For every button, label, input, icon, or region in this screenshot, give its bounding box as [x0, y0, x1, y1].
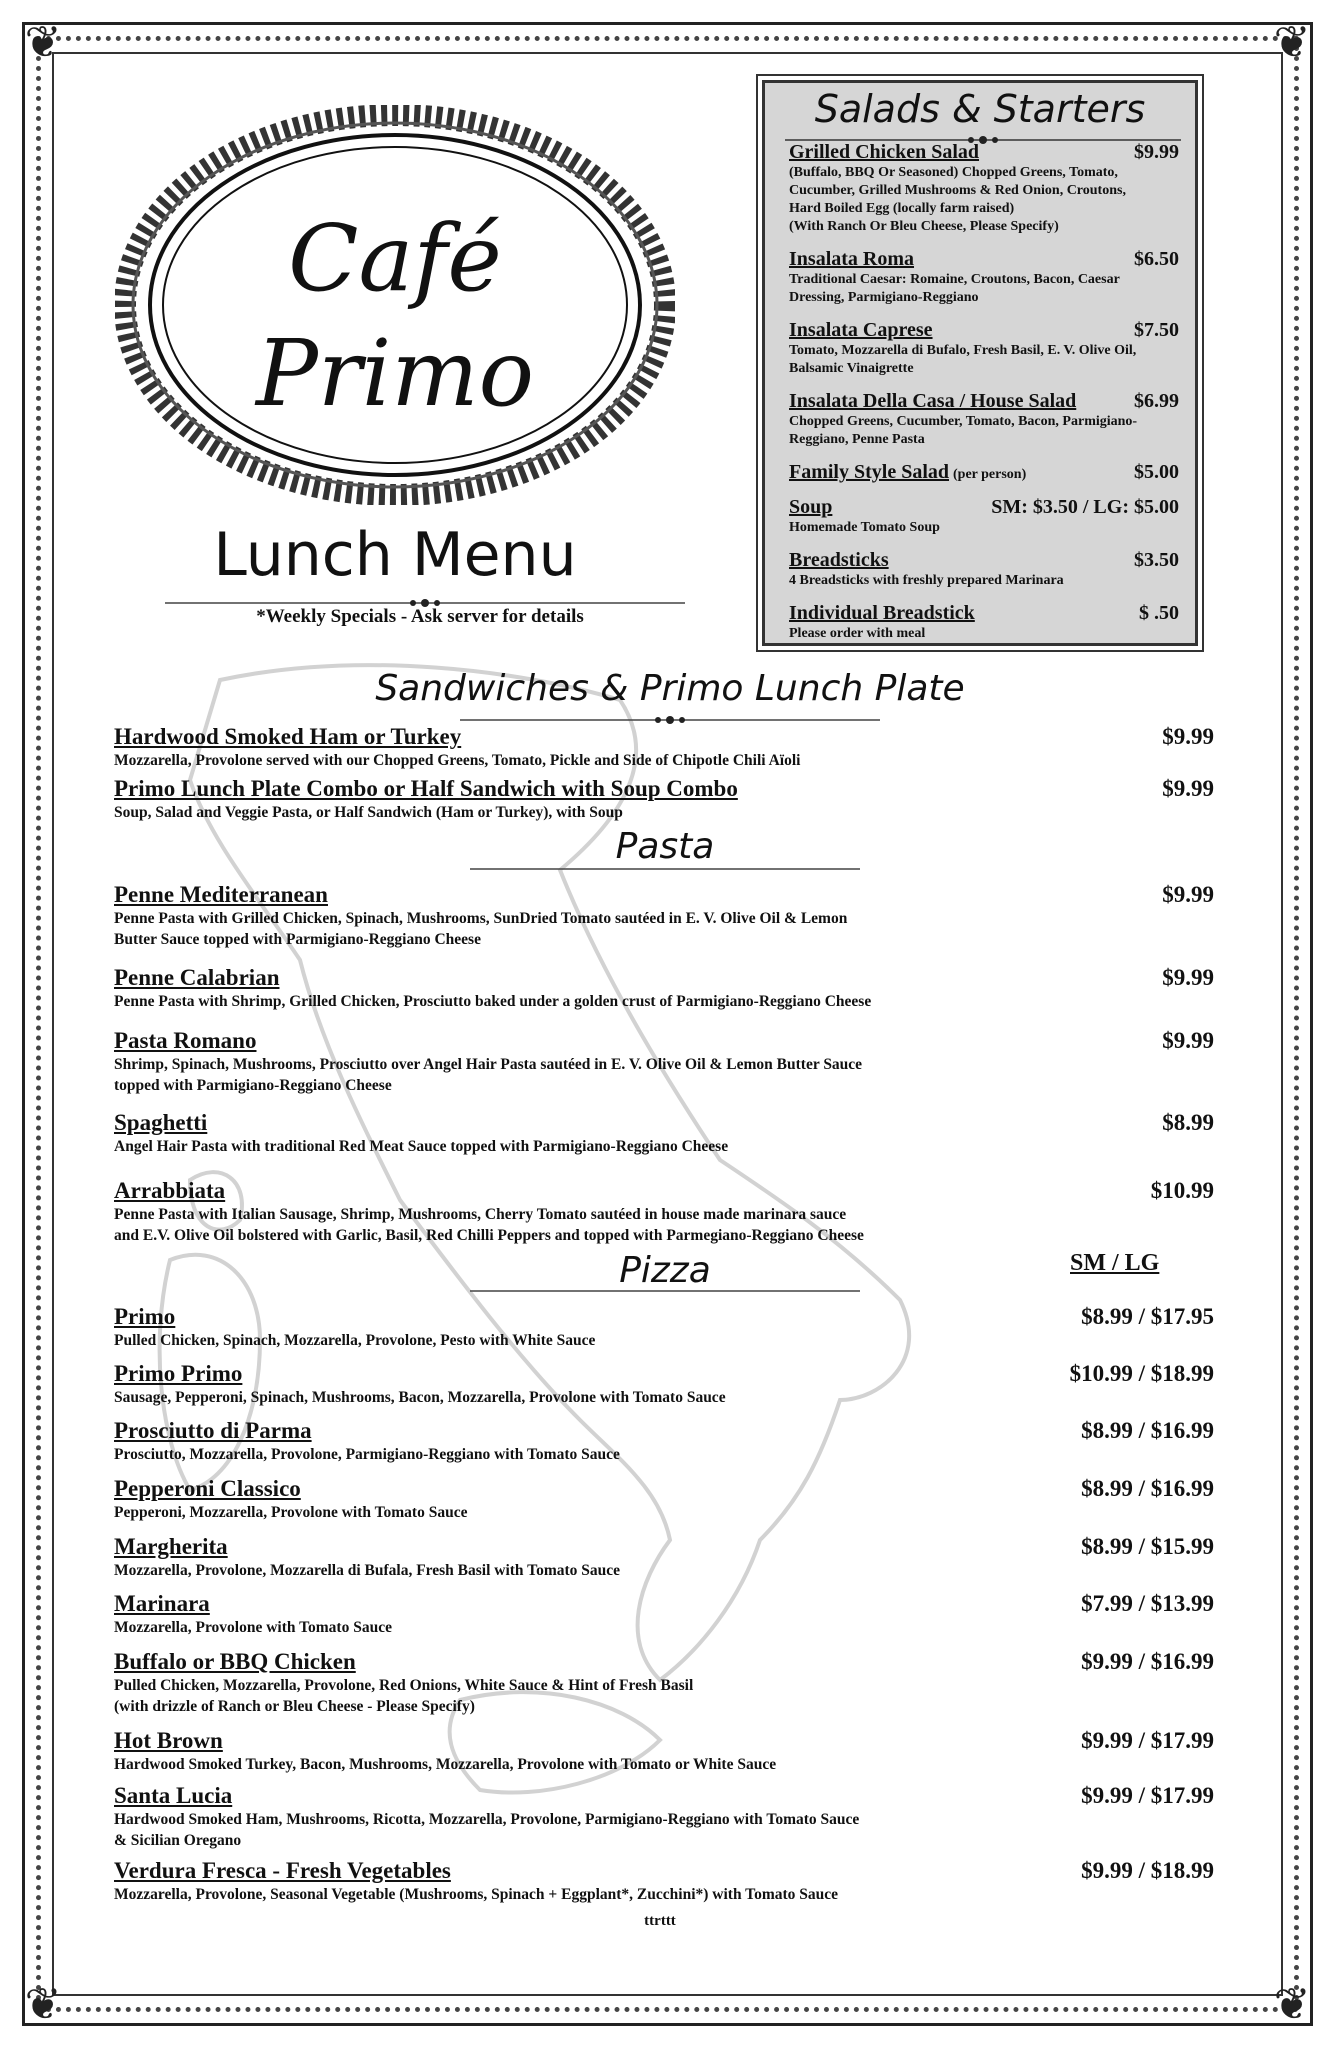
item-description: Shrimp, Spinach, Mushrooms, Prosciutto over Angel Hair Pasta sautéed in E. V. Olive Oil & Lemon Butter Sauce: [114, 1056, 863, 1073]
item-price: $9.99: [1162, 724, 1214, 749]
menu-item: [789, 141, 1189, 236]
item-name: Primo Lunch Plate Combo or Half Sandwich with Soup Combo: [114, 776, 738, 801]
item-price: $5.00: [1134, 461, 1179, 483]
item-description: Pepperoni, Mozzarella, Provolone with Tomato Sauce: [114, 1504, 468, 1521]
item-name: Hot Brown: [114, 1728, 223, 1753]
menu-item: [114, 1476, 1214, 1523]
item-name: Arrabbiata: [114, 1178, 226, 1203]
menu-item: [114, 1361, 1214, 1408]
menu-item: [114, 1649, 1214, 1717]
menu-item: [789, 549, 1189, 590]
item-price: $8.99 / $17.95: [1081, 1304, 1214, 1329]
menu-item: [114, 776, 1214, 823]
item-price: $8.99: [1162, 1110, 1214, 1135]
item-name: Primo: [114, 1304, 176, 1329]
item-description: Balsamic Vinaigrette: [789, 361, 914, 376]
item-name: Pepperoni Classico: [114, 1476, 301, 1501]
item-description: Tomato, Mozzarella di Bufalo, Fresh Basil, E. V. Olive Oil,: [789, 343, 1137, 358]
item-description: Sausage, Pepperoni, Spinach, Mushrooms, Bacon, Mozzarella, Provolone with Tomato Sauce: [114, 1389, 726, 1406]
menu-item: [789, 461, 1189, 484]
item-price: $9.99: [1162, 965, 1214, 990]
menu-item: [114, 1028, 1214, 1096]
item-description: Homemade Tomato Soup: [789, 520, 940, 535]
item-description: Angel Hair Pasta with traditional Red Meat Sauce topped with Parmigiano-Reggiano Cheese: [114, 1138, 729, 1155]
item-description: Mozzarella, Provolone with Tomato Sauce: [114, 1619, 392, 1636]
ornament-corner-icon: ❦: [1273, 1980, 1311, 2029]
item-description: Soup, Salad and Veggie Pasta, or Half Sandwich (Ham or Turkey), with Soup: [114, 804, 623, 821]
menu-item: [114, 1110, 1214, 1157]
item-price: $8.99 / $16.99: [1081, 1418, 1214, 1443]
item-description: Prosciutto, Mozzarella, Provolone, Parmigiano-Reggiano with Tomato Sauce: [114, 1446, 620, 1463]
item-name-suffix: (per person): [953, 467, 1027, 482]
item-description: 4 Breadsticks with freshly prepared Marinara: [789, 573, 1064, 588]
item-price: $9.99: [1162, 882, 1214, 907]
sandwiches-section-title: Sandwiches & Primo Lunch Plate: [375, 668, 965, 709]
item-price: $7.99 / $13.99: [1081, 1591, 1214, 1616]
menu-item: [114, 1304, 1214, 1351]
item-description: Hardwood Smoked Ham, Mushrooms, Ricotta, Mozzarella, Provolone, Parmigiano-Reggiano with Tomato Sauce: [114, 1811, 860, 1828]
item-name: Prosciutto di Parma: [114, 1418, 312, 1443]
item-name: Hardwood Smoked Ham or Turkey: [114, 724, 462, 749]
menu-item: [114, 1858, 1214, 1905]
item-name: Family Style Salad: [789, 461, 950, 483]
item-description: Mozzarella, Provolone, Seasonal Vegetable (Mushrooms, Spinach + Eggplant*, Zucchini*) with Tomato Sauce: [114, 1886, 839, 1903]
menu-item: [789, 319, 1189, 378]
menu-item: [789, 248, 1189, 307]
item-name: Verdura Fresca - Fresh Vegetables: [114, 1858, 451, 1883]
item-name: Insalata Roma: [789, 248, 915, 270]
item-description: Mozzarella, Provolone served with our Chopped Greens, Tomato, Pickle and Side of Chipotle Chili Aïoli: [114, 752, 801, 769]
menu-item: [114, 1591, 1214, 1638]
item-price: $6.99: [1134, 390, 1179, 412]
item-price: $9.99: [1162, 1028, 1214, 1053]
item-price: $9.99 / $18.99: [1081, 1858, 1214, 1883]
menu-item: [114, 724, 1214, 771]
item-price: $9.99: [1134, 141, 1179, 163]
item-name: Individual Breadstick: [789, 602, 975, 624]
item-description: Pulled Chicken, Spinach, Mozzarella, Provolone, Pesto with White Sauce: [114, 1332, 596, 1349]
logo-word-primo: Primo: [256, 320, 534, 427]
logo-word-cafe: Café: [288, 205, 502, 312]
divider-line: [470, 1284, 860, 1298]
pasta-section-title: Pasta: [615, 826, 715, 867]
item-description: Traditional Caesar: Romaine, Croutons, Bacon, Caesar: [789, 272, 1120, 287]
item-price: $8.99 / $15.99: [1081, 1534, 1214, 1559]
item-price: $9.99: [1162, 776, 1214, 801]
item-description: Pulled Chicken, Mozzarella, Provolone, Red Onions, White Sauce & Hint of Fresh Basil: [114, 1677, 694, 1694]
item-description: Reggiano, Penne Pasta: [789, 432, 925, 447]
item-description: Penne Pasta with Shrimp, Grilled Chicken, Prosciutto baked under a golden crust of Parmigiano-Reggiano Cheese: [114, 993, 872, 1010]
item-description: Please order with meal: [789, 626, 926, 641]
item-description: Hardwood Smoked Turkey, Bacon, Mushrooms, Mozzarella, Provolone with Tomato or White Sauce: [114, 1756, 777, 1773]
item-price: $8.99 / $16.99: [1081, 1476, 1214, 1501]
salads-section-title: Salads & Starters: [814, 87, 1146, 131]
divider-line: [470, 862, 860, 876]
item-name: Primo Primo: [114, 1361, 243, 1386]
item-description: Butter Sauce topped with Parmigiano-Reggiano Cheese: [114, 931, 481, 948]
item-name: Penne Calabrian: [114, 965, 280, 990]
ornament-corner-icon: ❦: [24, 1980, 62, 2029]
ornament-corner-icon: ❦: [1273, 18, 1311, 67]
item-name: Pasta Romano: [114, 1028, 257, 1053]
item-name: Marinara: [114, 1591, 210, 1616]
footer-note: ttrttt: [644, 1913, 676, 1929]
item-price: $9.99 / $17.99: [1081, 1728, 1214, 1753]
menu-item: [789, 496, 1189, 537]
item-name: Buffalo or BBQ Chicken: [114, 1649, 356, 1674]
item-name: Insalata Caprese: [789, 319, 933, 341]
ornament-corner-icon: ❦: [24, 18, 62, 67]
pizza-section-title: Pizza: [619, 1250, 711, 1291]
item-price: $ .50: [1139, 602, 1179, 624]
item-description: (with drizzle of Ranch or Bleu Cheese - Please Specify): [114, 1698, 475, 1715]
item-name: Santa Lucia: [114, 1783, 233, 1808]
item-price: $10.99: [1150, 1178, 1214, 1203]
item-description: topped with Parmigiano-Reggiano Cheese: [114, 1077, 392, 1094]
lunch-menu-title: Lunch Menu: [213, 520, 577, 590]
item-name: Insalata Della Casa / House Salad: [789, 390, 1077, 412]
item-name: Margherita: [114, 1534, 228, 1559]
item-description: (Buffalo, BBQ Or Seasoned) Chopped Greens, Tomato,: [789, 165, 1118, 180]
item-description: (With Ranch Or Bleu Cheese, Please Specify): [789, 219, 1059, 234]
menu-item: [114, 1534, 1214, 1581]
cafe-primo-logo: [115, 105, 675, 505]
item-description: Penne Pasta with Italian Sausage, Shrimp, Mushrooms, Cherry Tomato sautéed in house made marinara sauce: [114, 1206, 847, 1223]
item-description: Penne Pasta with Grilled Chicken, Spinach, Mushrooms, SunDried Tomato sautéed in E. V. Olive Oil & Lemon: [114, 910, 848, 927]
item-description: and E.V. Olive Oil bolstered with Garlic, Basil, Red Chilli Peppers and topped with Parmegiano-Reggiano Cheese: [114, 1227, 864, 1244]
item-name: Penne Mediterranean: [114, 882, 328, 907]
menu-item: [114, 1418, 1214, 1465]
item-name: Soup: [789, 496, 833, 518]
menu-item: [789, 390, 1189, 449]
item-description: Hard Boiled Egg (locally farm raised): [789, 201, 1015, 216]
pizza-size-header: SM / LG: [1070, 1250, 1160, 1276]
menu-item: [114, 965, 1214, 1012]
item-price: $9.99 / $16.99: [1081, 1649, 1214, 1674]
item-description: Cucumber, Grilled Mushrooms & Red Onion, Croutons,: [789, 183, 1126, 198]
item-description: Chopped Greens, Cucumber, Tomato, Bacon, Parmigiano-: [789, 414, 1138, 429]
salads-starters-box: [762, 80, 1198, 646]
menu-item: [114, 1178, 1214, 1246]
item-price: SM: $3.50 / LG: $5.00: [991, 496, 1179, 518]
item-price: $7.50: [1134, 319, 1179, 341]
item-price: $3.50: [1134, 549, 1179, 571]
weekly-specials-note: *Weekly Specials - Ask server for details: [256, 606, 584, 627]
item-name: Grilled Chicken Salad: [789, 141, 980, 163]
item-name: Breadsticks: [789, 549, 889, 571]
item-price: $10.99 / $18.99: [1069, 1361, 1214, 1386]
menu-item: [114, 1783, 1214, 1851]
item-price: $9.99 / $17.99: [1081, 1783, 1214, 1808]
item-name: Spaghetti: [114, 1110, 208, 1135]
item-description: & Sicilian Oregano: [114, 1832, 242, 1849]
menu-item: [114, 1728, 1214, 1775]
item-price: $6.50: [1134, 248, 1179, 270]
menu-item: [114, 882, 1214, 950]
item-description: Dressing, Parmigiano-Reggiano: [789, 290, 979, 305]
menu-item: [789, 602, 1189, 643]
item-description: Mozzarella, Provolone, Mozzarella di Bufala, Fresh Basil with Tomato Sauce: [114, 1562, 621, 1579]
